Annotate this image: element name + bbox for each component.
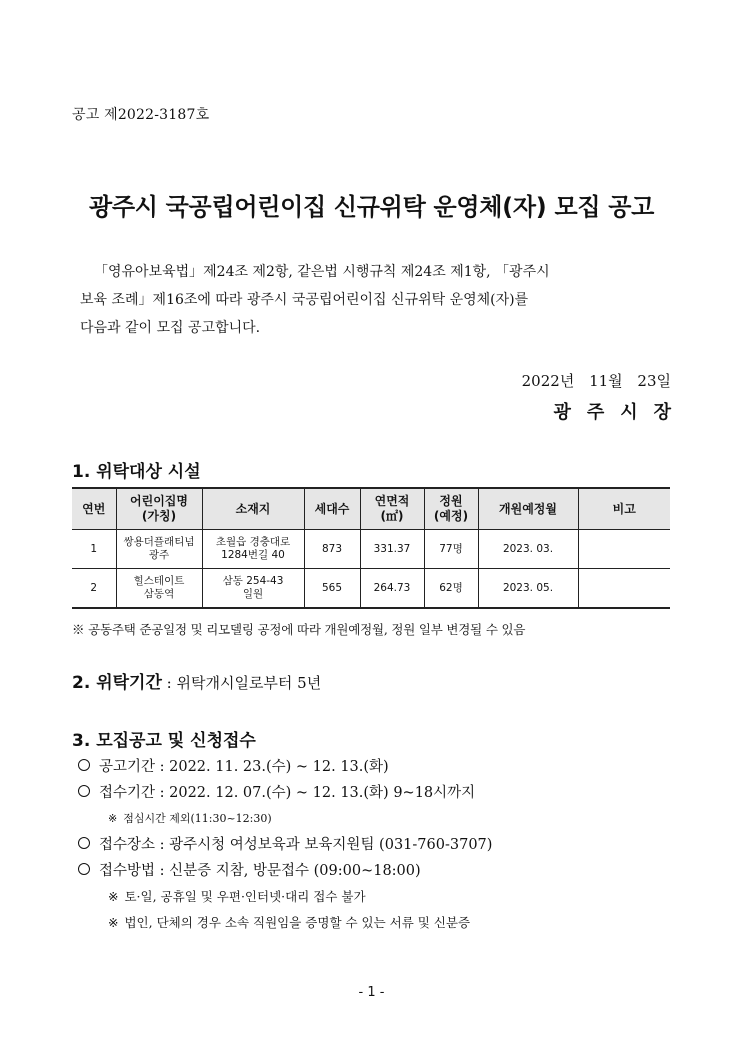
table-header-cell: 연면적 (㎡) xyxy=(360,488,424,530)
section1-heading: 1. 위탁대상 시설 xyxy=(72,462,201,482)
circle-bullet-icon xyxy=(78,785,90,797)
list-item xyxy=(78,780,492,806)
notice-date: 2022년 11월 23일 xyxy=(521,372,671,390)
intro-line: 「영유아보육법」제24조 제2항, 같은법 시행규칙 제24조 제1항, 「광주시 xyxy=(94,264,550,280)
table-cell: 쌍용더플래티넘 광주 xyxy=(116,530,202,569)
table-row xyxy=(72,530,670,569)
table-header-cell: 비고 xyxy=(578,488,670,530)
table-cell: 62명 xyxy=(424,569,478,609)
table-cell: 264.73 xyxy=(360,569,424,609)
reference-mark-icon: ※ xyxy=(108,889,119,904)
table-cell: 565 xyxy=(304,569,360,609)
table-cell: 2023. 03. xyxy=(478,530,578,569)
section3-heading: 3. 모집공고 및 신청접수 xyxy=(72,731,256,751)
reference-mark-icon: ※ xyxy=(108,812,118,825)
table-cell: 331.37 xyxy=(360,530,424,569)
table-cell: 2 xyxy=(72,569,116,609)
list-item-text: 점심시간 제외(11:30~12:30) xyxy=(123,812,272,825)
table-cell: 77명 xyxy=(424,530,478,569)
table-cell xyxy=(578,530,670,569)
list-item-text: 법인, 단체의 경우 소속 직원임을 증명할 수 있는 서류 및 신분증 xyxy=(124,915,471,930)
list-item-text: 공고기간 : 2022. 11. 23.(수) ~ 12. 13.(화) xyxy=(99,759,389,775)
list-item-text: 접수방법 : 신분증 지참, 방문접수 (09:00~18:00) xyxy=(99,863,421,879)
table-row xyxy=(72,569,670,609)
reference-mark-icon: ※ xyxy=(108,915,119,930)
table-cell: 873 xyxy=(304,530,360,569)
notice-number: 공고 제2022-3187호 xyxy=(72,107,210,123)
section3-list xyxy=(78,754,492,936)
section2-heading xyxy=(72,668,321,693)
list-item xyxy=(78,832,492,858)
page-number: - 1 - xyxy=(358,985,385,1000)
facility-table xyxy=(72,487,670,609)
table-cell xyxy=(578,569,670,609)
list-item xyxy=(78,858,492,884)
list-sub-note xyxy=(78,806,492,832)
table-header-cell: 어린이집명 (가칭) xyxy=(116,488,202,530)
intro-line: 보육 조례」제16조에 따라 광주시 국공립어린이집 신규위탁 운영체(자)를 xyxy=(80,292,529,308)
issuer-name: 광주시장 xyxy=(553,402,687,423)
table-note: ※ 공동주택 준공일정 및 리모델링 공정에 따라 개원예정월, 정원 일부 변경될 수 있음 xyxy=(72,622,526,637)
circle-bullet-icon xyxy=(78,759,90,771)
table-cell: 2023. 05. xyxy=(478,569,578,609)
table-cell: 삼동 254-43 일원 xyxy=(202,569,304,609)
table-header-cell: 연번 xyxy=(72,488,116,530)
table-body xyxy=(72,530,670,609)
table-header-cell: 소재지 xyxy=(202,488,304,530)
list-item-text: 접수장소 : 광주시청 여성보육과 보육지원팀 (031-760-3707) xyxy=(99,837,493,853)
table-header-cell: 개원예정월 xyxy=(478,488,578,530)
table-cell: 초월읍 경충대로 1284번길 40 xyxy=(202,530,304,569)
circle-bullet-icon xyxy=(78,837,90,849)
section2-detail: : 위탁개시일로부터 5년 xyxy=(161,674,322,692)
list-item-text: 접수기간 : 2022. 12. 07.(수) ~ 12. 13.(화) 9~18시까지 xyxy=(99,785,476,801)
intro-paragraph xyxy=(80,258,672,342)
intro-line: 다음과 같이 모집 공고합니다. xyxy=(80,320,261,336)
circle-bullet-icon xyxy=(78,863,90,875)
table-header-cell: 세대수 xyxy=(304,488,360,530)
section2-title: 2. 위탁기간 xyxy=(72,673,162,693)
list-item xyxy=(78,754,492,780)
list-sub-note xyxy=(78,884,492,910)
table-cell: 힐스테이트 삼동역 xyxy=(116,569,202,609)
table-header-row xyxy=(72,488,670,530)
list-sub-note xyxy=(78,910,492,936)
table-header-cell: 정원 (예정) xyxy=(424,488,478,530)
document-title: 광주시 국공립어린이집 신규위탁 운영체(자) 모집 공고 xyxy=(88,193,655,221)
list-item-text: 토·일, 공휴일 및 우편·인터넷·대리 접수 불가 xyxy=(124,889,366,904)
table-cell: 1 xyxy=(72,530,116,569)
